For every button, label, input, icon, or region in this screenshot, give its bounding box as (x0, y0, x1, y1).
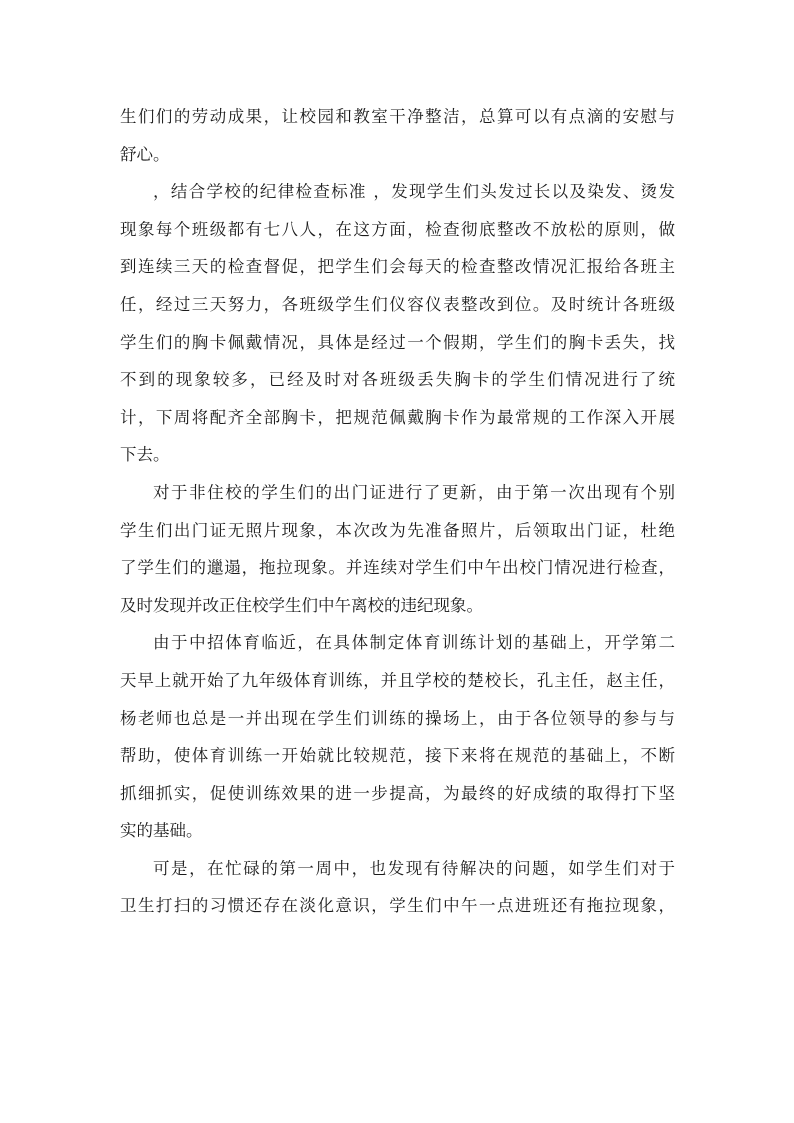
text-line: 不到的现象较多，已经及时对各班级丢失胸卡的学生们情况进行了统 (120, 370, 675, 390)
text-line: ，结合学校的纪律检查标准 ，发现学生们头发过长以及染发、烫发 (153, 182, 675, 202)
text-line: 了学生们的邋遢，拖拉现象。并连续对学生们中午出校门情况进行检查， (120, 558, 675, 578)
text-line: 天早上就开始了九年级体育训练，并且学校的楚校长，孔主任，赵主任， (120, 670, 675, 690)
text-line: 学生们出门证无照片现象，本次改为先准备照片，后领取出门证，杜绝 (120, 520, 675, 540)
text-line: 可是，在忙碌的第一周中，也发现有待解决的问题，如学生们对于 (153, 858, 675, 878)
paragraph-4 (120, 624, 675, 850)
text-line: 到连续三天的检查督促，把学生们会每天的检查整改情况汇报给各班主 (120, 257, 675, 277)
paragraph-1 (120, 98, 675, 173)
text-line: 由于中招体育临近，在具体制定体育训练计划的基础上，开学第二 (153, 633, 675, 653)
text-line: 任，经过三天努力，各班级学生们仪容仪表整改到位。及时统计各班级 (120, 294, 675, 314)
text-line: 帮助，使体育训练一开始就比较规范，接下来将在规范的基础上，不断 (120, 746, 675, 766)
text-line: 舒心。 (120, 144, 170, 164)
text-line: 生们们的劳动成果，让校园和教室干净整洁，总算可以有点滴的安慰与 (120, 107, 675, 126)
document-page (120, 98, 675, 925)
text-line: 及时发现并改正住校学生们中午离校的违纪现象。 (120, 595, 483, 615)
text-line: 对于非住校的学生们的出门证进行了更新，由于第一次出现有个别 (153, 482, 675, 502)
paragraph-5 (120, 850, 675, 925)
text-line: 下去。 (120, 445, 170, 465)
text-line: 实的基础。 (120, 821, 203, 841)
text-line: 卫生打扫的习惯还存在淡化意识，学生们中午一点进班还有拖拉现象， (120, 896, 675, 916)
text-line: 学生们的胸卡佩戴情况，具体是经过一个假期，学生们的胸卡丢失，找 (120, 332, 675, 352)
text-line: 杨老师也总是一并出现在学生们训练的操场上，由于各位领导的参与与 (120, 708, 675, 728)
text-line: 抓细抓实，促使训练效果的进一步提高，为最终的好成绩的取得打下坚 (120, 783, 675, 803)
paragraph-2 (120, 173, 675, 474)
text-line: 现象每个班级都有七八人，在这方面，检查彻底整改不放松的原则，做 (120, 219, 675, 239)
paragraph-3 (120, 474, 675, 624)
text-line: 计，下周将配齐全部胸卡，把规范佩戴胸卡作为最常规的工作深入开展 (120, 407, 675, 427)
